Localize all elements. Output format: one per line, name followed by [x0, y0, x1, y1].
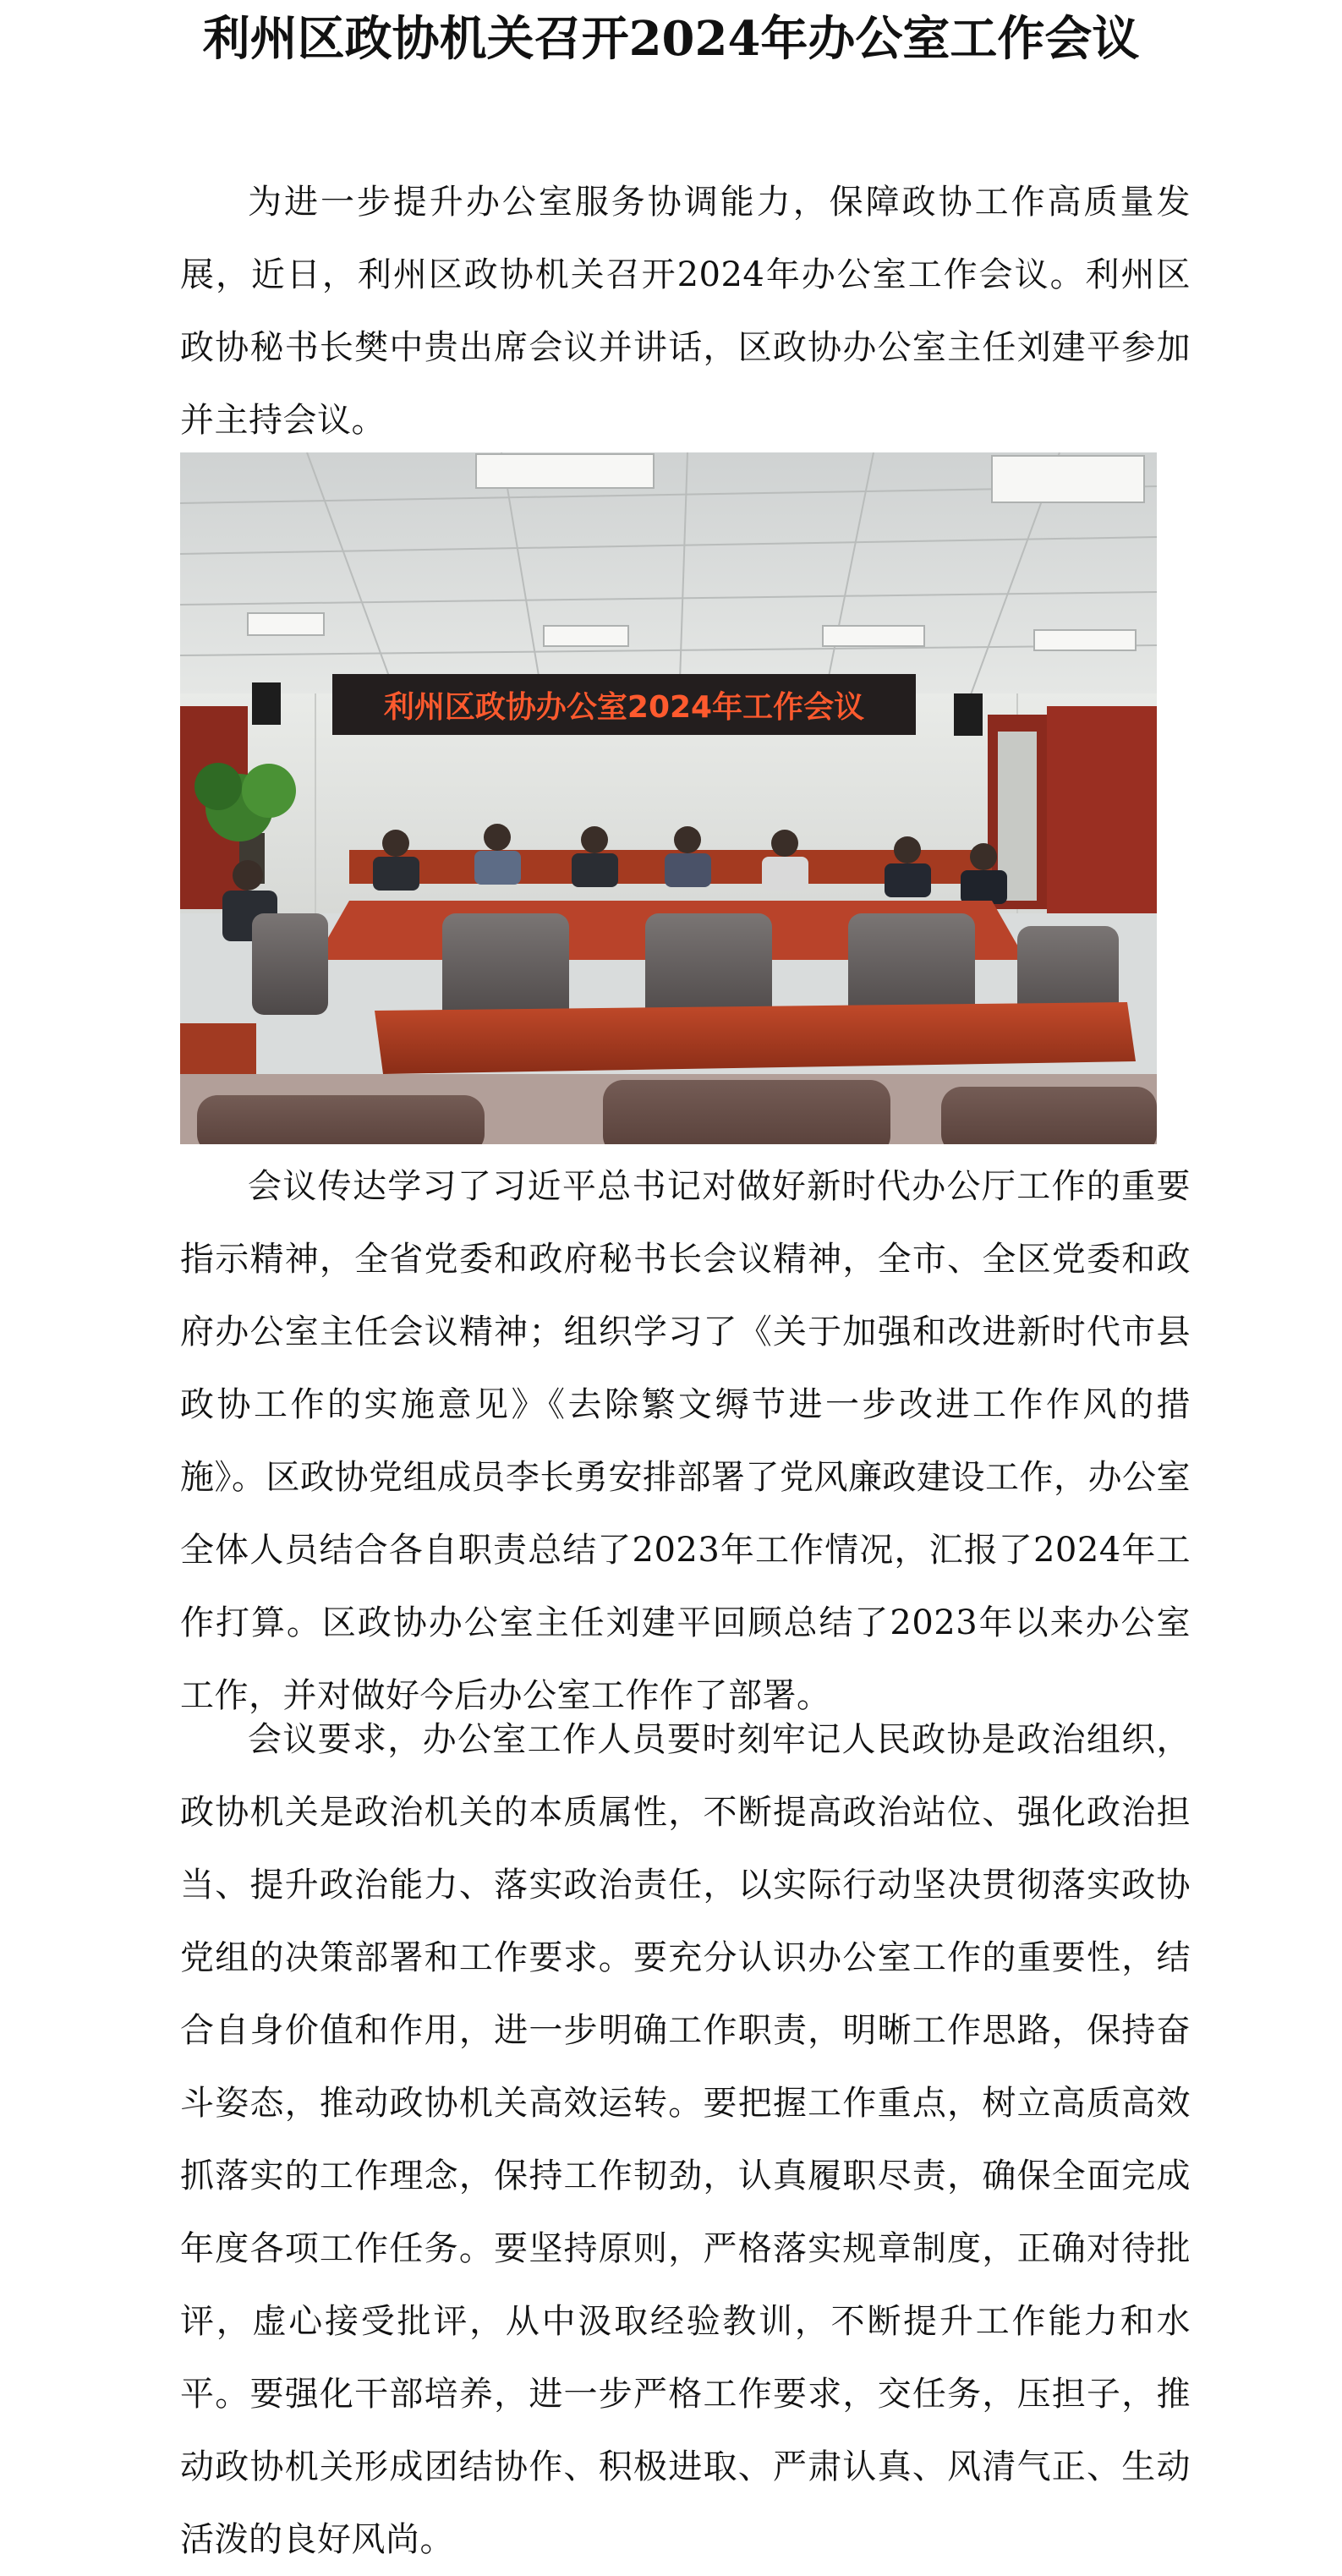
article-title: 利州区政协机关召开2024年办公室工作会议: [202, 11, 1140, 67]
meeting-photo: [180, 452, 1157, 1144]
speaker-left: [252, 682, 281, 725]
ceiling-light: [544, 626, 628, 646]
door-right-far: [1047, 706, 1157, 913]
speaker-right: [954, 693, 983, 736]
front-table: [375, 1002, 1136, 1074]
ceiling-light: [248, 613, 324, 635]
ceiling-light: [476, 454, 654, 488]
led-banner-text: 利州区政协办公室2024年工作会议: [383, 690, 865, 725]
article-paragraph-3: 会议要求，办公室工作人员要时刻牢记人民政协是政治组织，政协机关是政治机关的本质属性，不断提高政治站位、强化政治担当、提升政治能力、落实政治责任，以实际行动坚决贯彻落实政协党组的决策部署和工作要求。要充分认识办公室工作的重要性，结合自身价值和作用，进一步明确工作职责，明晰工作思路，保持奋斗姿态，推动政协机关高效运转。要把握工作重点，树立高质高效抓落实的工作理念，保持工作韧劲，认真履职尽责，确保全面完成年度各项工作任务。要坚持原则，严格落实规章制度，正确对待批评，虚心接受批评，从中汲取经验教训，不断提升工作能力和水平。要强化干部培养，进一步严格工作要求，交任务，压担子，推动政协机关形成团结协作、积极进取、严肃认真、风清气正、生动活泼的良好风尚。: [180, 1720, 1191, 2559]
article-paragraph-1: 为进一步提升办公室服务协调能力，保障政协工作高质量发展，近日，利州区政协机关召开2024年办公室工作会议。利州区政协秘书长樊中贵出席会议并讲话，区政协办公室主任刘建平参加并主持会议。: [180, 183, 1191, 440]
ceiling-light: [823, 626, 924, 646]
ceiling-light: [1034, 630, 1136, 650]
article-paragraph-2: 会议传达学习了习近平总书记对做好新时代办公厅工作的重要指示精神，全省党委和政府秘书长会议精神，全市、全区党委和政府办公室主任会议精神；组织学习了《关于加强和改进新时代市县政协工作的实施意见》《去除繁文缛节进一步改进工作作风的措施》。区政协党组成员李长勇安排部署了党风廉政建设工作，办公室全体人员结合各自职责总结了2023年工作情况，汇报了2024年工作打算。区政协办公室主任刘建平回顾总结了2023年以来办公室工作，并对做好今后办公室工作作了部署。: [180, 1167, 1191, 1715]
ceiling-light: [992, 456, 1144, 502]
